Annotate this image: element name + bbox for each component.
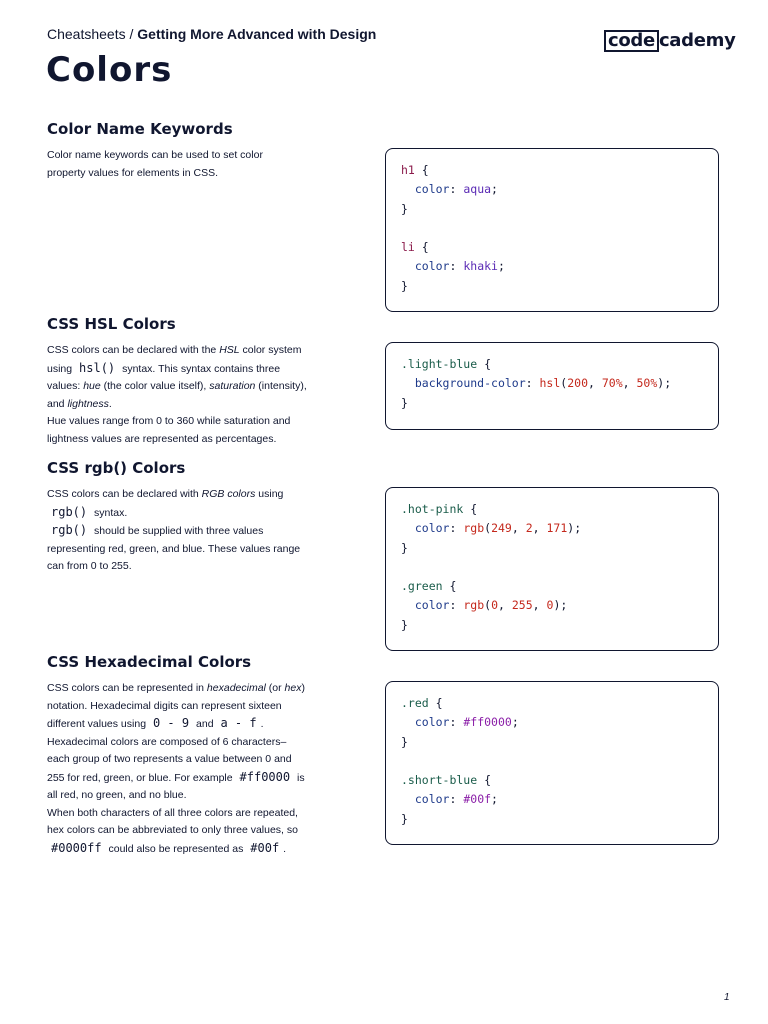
section-description — [47, 147, 337, 182]
logo-cademy-part: cademy — [658, 30, 736, 51]
section-css-hexadecimal-colors — [47, 653, 337, 858]
page-number: 1 — [724, 992, 730, 1003]
codecademy-logo[interactable] — [604, 30, 736, 52]
code-block-hex: .red { color: #ff0000; } .short-blue { color: #00f; } — [385, 681, 719, 845]
section-description: CSS colors can be declared with RGB colors using rgb() syntax. rgb() should be supplied with three values representing red, green, and blue. These values range can from 0 to 255. — [47, 488, 301, 572]
inline-code: #ff0000 — [239, 769, 291, 784]
section-title: Color Name Keywords — [47, 120, 233, 138]
breadcrumb-section[interactable]: Cheatsheets / — [47, 26, 138, 42]
desc-line: property values for elements in CSS. — [47, 166, 218, 179]
breadcrumb — [47, 26, 376, 42]
section-description: CSS colors can be declared with the HSL color system using hsl() syntax. This syntax contains three values: hue (the color value itself), saturation (intensity), and lightness. Hue values range from 0 to 360 while saturation and lightness values are represented as percentages. — [47, 344, 307, 445]
inline-code: rgb() — [51, 504, 88, 519]
code-block-hsl: .light-blue { background-color: hsl(200, 70%, 50%); } — [385, 342, 719, 430]
section-css-rgb-colors — [47, 459, 337, 576]
inline-code: #00f — [250, 840, 280, 855]
section-title: CSS HSL Colors — [47, 315, 176, 333]
section-color-name-keywords — [47, 120, 337, 182]
section-css-hsl-colors — [47, 315, 337, 448]
inline-code: hsl() — [79, 360, 116, 375]
inline-code: 0 - 9 — [152, 716, 190, 730]
logo-code-part: code — [604, 30, 659, 52]
code-block-rgb: .hot-pink { color: rgb(249, 2, 171); } .green { color: rgb(0, 255, 0); } — [385, 487, 719, 651]
desc-line: Color name keywords can be used to set color — [47, 149, 263, 161]
inline-code: a - f — [220, 716, 257, 730]
breadcrumb-topic[interactable]: Getting More Advanced with Design — [137, 26, 377, 42]
section-title: CSS rgb() Colors — [47, 459, 186, 477]
inline-code: #0000ff — [51, 840, 102, 855]
section-description: CSS colors can be represented in hexadecimal (or hex) notation. Hexadecimal digits can represent sixteen different values using 0 - 9 and a - f . Hexadecimal colors are composed of 6 characters– each group of two represents a value between 0 and 255 for red, green, or blue. For example #ff0000 is all red, no green, and no blue. When both characters of all three colors are repeated, hex colors can be abbreviated to only three values, so #0000ff could also be represented as #00f . — [47, 682, 305, 855]
code-block-color-keywords: h1 { color: aqua; } li { color: khaki; } — [385, 148, 719, 312]
page-title: Colors — [46, 50, 173, 90]
inline-code: rgb() — [51, 523, 88, 537]
section-title: CSS Hexadecimal Colors — [47, 653, 252, 671]
